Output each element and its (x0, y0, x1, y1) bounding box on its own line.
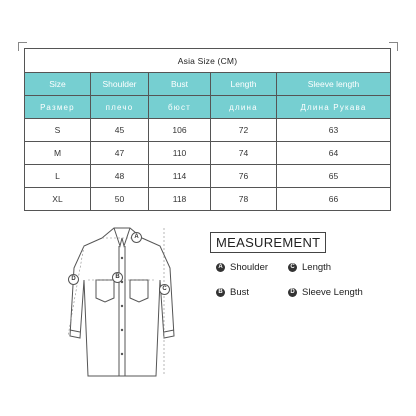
measurement-legend (210, 232, 380, 312)
cell-bust: 106 (149, 119, 211, 142)
cell-sleeve-length: 63 (277, 119, 391, 142)
marker-b: B (112, 272, 123, 283)
header-length: Length (211, 73, 277, 96)
cell-bust: 114 (149, 165, 211, 188)
legend-key-d: D (288, 288, 297, 297)
marker-d: D (68, 274, 79, 285)
marker-a: A (131, 232, 142, 243)
cell-size: L (25, 165, 91, 188)
marker-c: C (159, 284, 170, 295)
header-size-ru: Размер (25, 96, 91, 119)
size-table (24, 48, 390, 211)
cell-length: 72 (211, 119, 277, 142)
legend-item-length (288, 262, 331, 273)
legend-key-a: A (216, 263, 225, 272)
legend-key-c: C (288, 263, 297, 272)
table-row (25, 119, 391, 142)
cell-size: M (25, 142, 91, 165)
cell-length: 74 (211, 142, 277, 165)
cell-sleeve-length: 64 (277, 142, 391, 165)
header-sleeve-length-ru: Длина Рукава (277, 96, 391, 119)
cell-sleeve-length: 65 (277, 165, 391, 188)
header-bust: Bust (149, 73, 211, 96)
legend-title: MEASUREMENT (210, 232, 326, 253)
cell-bust: 118 (149, 188, 211, 211)
header-bust-ru: бюст (149, 96, 211, 119)
cell-length: 78 (211, 188, 277, 211)
header-length-ru: длина (211, 96, 277, 119)
shirt-diagram (62, 224, 192, 394)
header-shoulder-ru: плечо (91, 96, 149, 119)
cell-shoulder: 45 (91, 119, 149, 142)
legend-key-b: B (216, 288, 225, 297)
cell-shoulder: 47 (91, 142, 149, 165)
cell-size: XL (25, 188, 91, 211)
table-title: Asia Size (CM) (25, 49, 391, 73)
legend-label: Sleeve Length (302, 287, 363, 298)
cell-shoulder: 48 (91, 165, 149, 188)
cell-sleeve-length: 66 (277, 188, 391, 211)
cell-bust: 110 (149, 142, 211, 165)
legend-label: Length (302, 262, 332, 273)
cell-shoulder: 50 (91, 188, 149, 211)
legend-label: Shoulder (230, 262, 269, 273)
shirt-outline-icon (62, 224, 192, 394)
cell-length: 76 (211, 165, 277, 188)
header-shoulder: Shoulder (91, 73, 149, 96)
table-row (25, 188, 391, 211)
header-size: Size (25, 73, 91, 96)
table-row (25, 142, 391, 165)
legend-item-bust (216, 287, 249, 298)
legend-item-sleeve-length (288, 287, 363, 298)
cell-size: S (25, 119, 91, 142)
header-sleeve-length: Sleeve length (277, 73, 391, 96)
table-row (25, 165, 391, 188)
legend-item-shoulder (216, 262, 268, 273)
legend-label: Bust (230, 287, 250, 298)
